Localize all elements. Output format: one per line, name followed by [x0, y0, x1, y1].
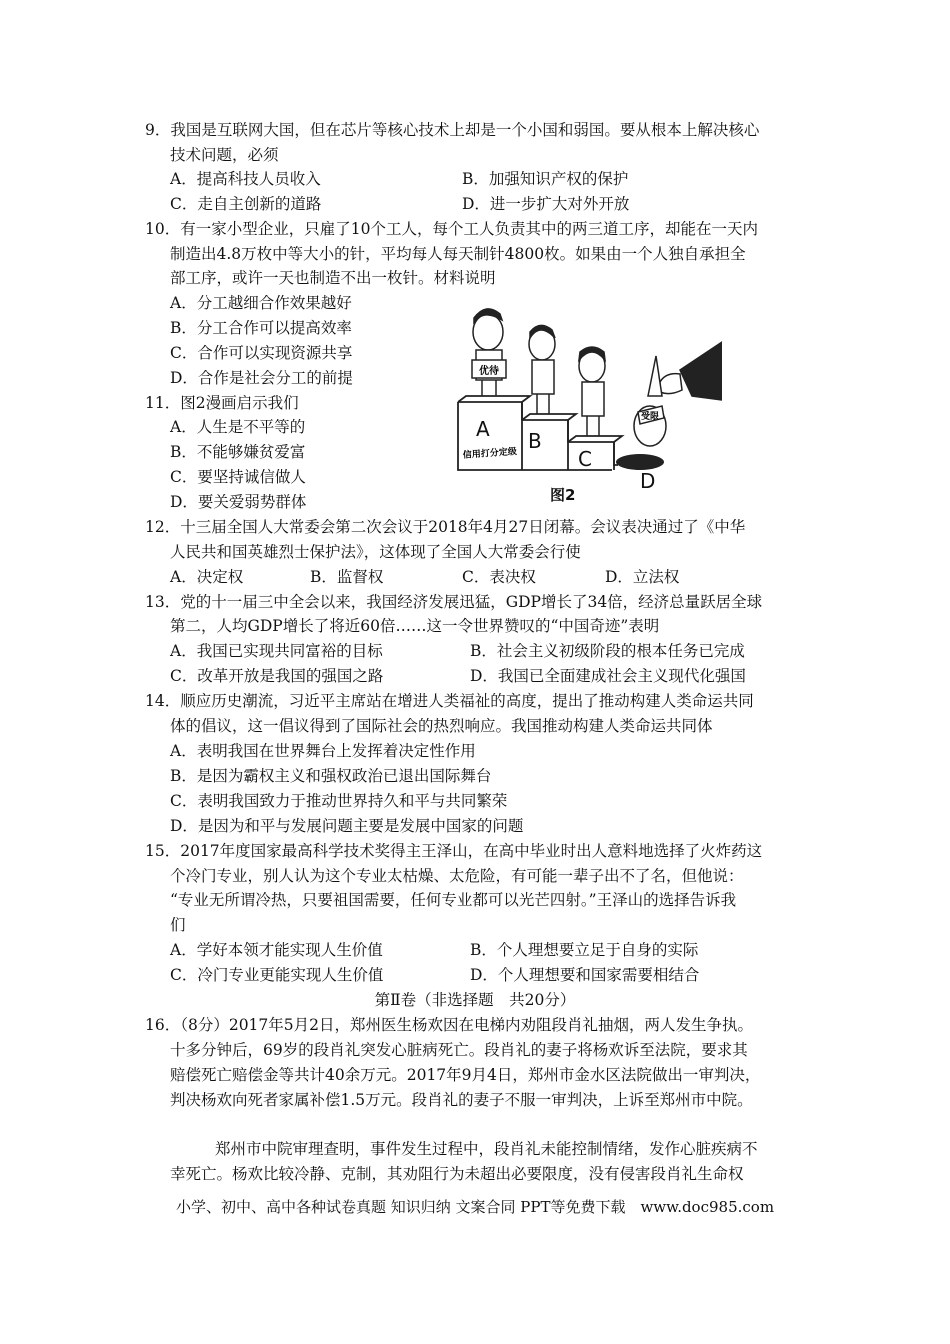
q11-option-d: D．要关爱弱势群体 [170, 493, 307, 511]
q14-option-a: A．表明我国在世界舞台上发挥着决定性作用 [170, 742, 476, 760]
q13-line-1: 13．党的十一届三中全会以来，我国经济发展迅猛，GDP增长了34倍，经济总量跃居全球 [145, 593, 763, 611]
q12-option-c: C．表决权 [462, 568, 536, 586]
label-d: D [640, 469, 656, 493]
q10-option-d: D．合作是社会分工的前提 [170, 369, 353, 387]
q16-para-line-2: 幸死亡。杨欢比较冷静、克制，其劝阻行为未超出必要限度，没有侵害段肖礼生命权 [170, 1165, 744, 1183]
q15-line-2: 个冷门专业，别人认为这个专业太枯燥、太危险，有可能一辈子出不了名，但他说： [170, 867, 744, 885]
q10-line-1: 10．有一家小型企业，只雇了10个工人，每个工人负责其中的两三道工序，却能在一天内 [145, 220, 758, 238]
q11-option-a: A．人生是不平等的 [170, 418, 306, 436]
q16-line-2: 十多分钟后，69岁的段肖礼突发心脏病死亡。段肖礼的妻子将杨欢诉至法院，要求其 [170, 1041, 748, 1059]
q13-option-a: A．我国已实现共同富裕的目标 [170, 642, 383, 660]
q13-option-c: C．改革开放是我国的强国之路 [170, 667, 384, 685]
q9-option-a: A．提高科技人员收入 [170, 170, 321, 188]
tag-text: 受限 [640, 412, 660, 422]
sign-top-text: 优待 [479, 366, 499, 377]
q12-option-b: B．监督权 [310, 568, 384, 586]
q15-option-b: B．个人理想要立足于自身的实际 [470, 941, 699, 959]
q16-line-4: 判决杨欢向死者家属补偿1.5万元。段肖礼的妻子不服一审判决，上诉至郑州市中院。 [170, 1091, 753, 1109]
q13-option-b: B．社会主义初级阶段的根本任务已完成 [470, 642, 745, 660]
footer-ad: 小学、初中、高中各种试卷真题 知识归纳 文案合同 PPT等免费下载 www.doc985.com [175, 1198, 775, 1216]
q15-option-d: D．个人理想要和国家需要相结合 [470, 966, 700, 984]
q9-line-2: 技术问题，必须 [170, 146, 279, 164]
q12-line-2: 人民共和国英雄烈士保护法》，这体现了全国人大常委会行使 [170, 543, 581, 561]
label-c: C [578, 447, 592, 471]
q16-line-3: 赔偿死亡赔偿金等共计40余万元。2017年9月4日，郑州市金水区法院做出一审判决， [170, 1066, 761, 1084]
section-2-heading: 第Ⅱ卷（非选择题 共20分） [374, 991, 576, 1009]
q15-line-1: 15．2017年度国家最高科学技术奖得主王泽山，在高中毕业时出人意料地选择了火炸药这 [145, 842, 763, 860]
q12-option-d: D．立法权 [605, 568, 680, 586]
q11-option-b: B．不能够嫌贫爱富 [170, 443, 306, 461]
q12-line-1: 12．十三届全国人大常委会第二次会议于2018年4月27日闭幕。会议表决通过了《中华 [145, 518, 746, 536]
q10-line-3: 部工序，或许一天也制造不出一枚针。材料说明 [170, 269, 496, 287]
q9-option-c: C．走自主创新的道路 [170, 195, 322, 213]
q10-option-c: C．合作可以实现资源共享 [170, 344, 353, 362]
q15-option-a: A．学好本领才能实现人生价值 [170, 941, 383, 959]
q14-option-d: D．是因为和平与发展问题主要是发展中国家的问题 [170, 817, 524, 835]
q10-option-a: A．分工越细合作效果越好 [170, 294, 352, 312]
q13-line-2: 第二，人均GDP增长了将近60倍……这一令世界赞叹的“中国奇迹”表明 [170, 617, 660, 635]
q11-line-1: 11．图2漫画启示我们 [145, 394, 299, 412]
q12-option-a: A．决定权 [170, 568, 244, 586]
q14-option-b: B．是因为霸权主义和强权政治已退出国际舞台 [170, 767, 492, 785]
q15-line-3: “专业无所谓冷热，只要祖国需要，任何专业都可以光芒四射。”王泽山的选择告诉我 [170, 891, 737, 909]
q14-option-c: C．表明我国致力于推动世界持久和平与共同繁荣 [170, 792, 508, 810]
q15-option-c: C．冷门专业更能实现人生价值 [170, 966, 384, 984]
q14-line-1: 14．顺应历史潮流，习近平主席站在增进人类福祉的高度，提出了推动构建人类命运共同 [145, 692, 754, 710]
q14-line-2: 体的倡议，这一倡议得到了国际社会的热烈响应。我国推动构建人类命运共同体 [170, 717, 713, 735]
q10-line-2: 制造出4.8万枚中等大小的针，平均每人每天制针4800枚。如果由一个人独自承担全 [170, 245, 746, 263]
q15-line-4: 们 [170, 916, 186, 934]
credit-rating-cartoon [452, 300, 722, 510]
q16-line-1: 16．（8分）2017年5月2日，郑州医生杨欢因在电梯内劝阻段肖礼抽烟，两人发生争执。 [145, 1016, 754, 1034]
q11-option-c: C．要坚持诚信做人 [170, 468, 306, 486]
step-text: 信用打分定级 [462, 447, 518, 461]
label-a: A [476, 417, 490, 441]
q9-option-b: B．加强知识产权的保护 [462, 170, 629, 188]
label-b: B [528, 429, 542, 453]
q10-option-b: B．分工合作可以提高效率 [170, 319, 352, 337]
figure-caption: 图2 [550, 486, 576, 504]
q9-line-1: 9．我国是互联网大国，但在芯片等核心技术上却是一个小国和弱国。要从根本上解决核心 [145, 121, 760, 139]
q16-para-line-1: 郑州市中院审理查明，事件发生过程中，段肖礼未能控制情绪，发作心脏疾病不 [215, 1140, 758, 1158]
q9-option-d: D．进一步扩大对外开放 [462, 195, 630, 213]
q13-option-d: D．我国已全面建成社会主义现代化强国 [470, 667, 746, 685]
